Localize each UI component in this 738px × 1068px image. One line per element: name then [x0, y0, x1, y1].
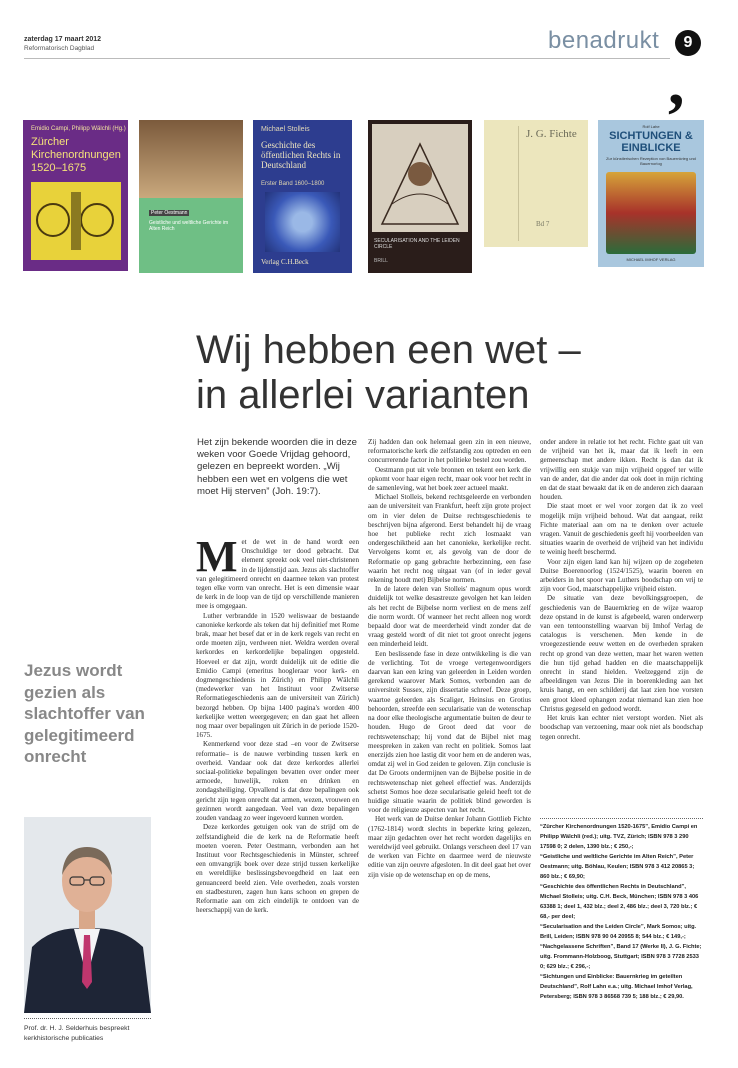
- newspaper-name: Reformatorisch Dagblad: [24, 45, 95, 52]
- comma-logo-icon: ,: [668, 46, 685, 119]
- paragraph: Voor zijn eigen land kan hij wijzen op de zogeheten Duitse Boerenoorlog (1524/1525), waarin boeren en arbeiders in het spoor van Luthers boodschap om vrij te zijn voor God, maatschappelijke vrijheid eisten.: [540, 557, 703, 594]
- book-title: SICHTUNGEN & EINBLICKE: [609, 130, 693, 154]
- author-portrait: [24, 817, 151, 1013]
- woodcut-illustration-icon: [31, 182, 121, 260]
- book-subtitle: Erster Band 1600–1800: [261, 181, 325, 187]
- article-column-3: [540, 438, 703, 742]
- book-publisher: MICHAEL IMHOF VERLAG: [626, 257, 676, 262]
- section-title: benadrukt: [548, 27, 660, 54]
- pull-quote: Jezus wordt gezien als slachtoffer van gelegitimeerd onrecht: [24, 661, 145, 766]
- book-title: Zürcher Kirchenordnungen 1520–1675: [31, 136, 121, 174]
- book-author: Emidio Campi, Philipp Wälchli (Hg.): [31, 126, 126, 132]
- paragraph: Kenmerkend voor deze stad –en voor de Zwitserse reformatie– is de nauwe verbinding tussen kerk en overheid. Vandaar ook dat deze kerkordes allerlei sociaal-politieke bepalingen bevatten over onder meer armoede, huwelijk, roken en drinken en zondagsheiliging. Opvallend is dat deze bepalingen ook gericht zijn tegen onrecht dat armen, wezen, vrouwen en gezinnen wordt aangedaan. Veel van deze bepalingen zouden vandaag zo weer ingevoerd kunnen worden.: [196, 740, 359, 823]
- headline-line-1: Wij hebben een wet –: [196, 328, 581, 372]
- reference-item: “Secularisation and the Leiden Circle”, Mark Somos; uitg. Brill, Leiden; ISBN 978 90 04 20955 8; 544 blz.; € 149,-;: [540, 924, 697, 940]
- book-title: J. G. Fichte: [526, 128, 577, 140]
- header-divider: [24, 58, 670, 59]
- headline-line-2: in allerlei varianten: [196, 373, 530, 417]
- book-publisher: BRILL: [374, 258, 388, 264]
- book-title: Geistliche und weltliche Gerichte im Alten Reich: [149, 220, 229, 232]
- paragraph: Het kruis kan echter niet verstopt worden. Niet als boodschap van verzoening, maar ook niet als boodschap tegen onrecht.: [540, 714, 703, 741]
- paragraph: Zij hadden dan ook helemaal geen zin in een nieuwe, reformatorische kerk die zelfstandig zou optreden en een concurrerende factor in het politieke bestel zou worden.: [368, 438, 531, 465]
- paragraph: In de latere delen van Stolleis' magnum opus wordt duidelijk tot welke desastreuze gevolgen het kan leiden als het recht de Bijbelse norm verliest en de mens zelf die norm wordt. Of wanneer het recht alleen nog wordt bepaald door wat de meerderheid vindt zonder dat de vraag gesteld wordt of dit niet tot groot onrecht jegens een minderheid leidt.: [368, 585, 531, 649]
- paragraph: De situatie van deze bevolkingsgroepen, de geschiedenis van de Bauernkrieg en de wijze waarop deze opstand in de kunst is afgebeeld, waren onderwerp van een tentoonstelling waarvan bij Imhof Verlag de catalogus is verschenen. Men kende in de vroegezestiende eeuw wetten en de overheden spraken recht op grond van deze wetten, maar het waren wetten die hun tijd gehad hadden en die maatschappelijk onrecht in stand hielden. Veelzeggend zijn de afbeeldingen van Jezus Die in boerenkleding aan het kruis hangt, en een schilderij dat laat zien hoe vorsten een groot kleed ophangen zodat niemand kan zien hoe Christus gegeseld en gedood wordt.: [540, 594, 703, 713]
- cover-spine-line: [490, 126, 519, 241]
- book-references: [540, 822, 703, 1002]
- reference-item: “Geschichte des öffentlichen Rechts in Deutschland”, Michael Stolleis; uitg. C.H. Beck, München; ISBN 978 3 406 63388 1; deel 1, 432 blz.; deel 2, 486 blz.; deel 3, 720 blz.; € 68,- per deel;: [540, 884, 699, 920]
- rose-window-icon: [265, 192, 340, 252]
- paragraph: Deze kerkordes getuigen ook van de strijd om de zelfstandigheid die de kerk na de Reformatie heeft moeten voeren. Peter Oestmann, verbonden aan het Instituut voor Rechtsgeschiedenis in Münster, schreef een omvangrijk boek over deze strijd tussen kerkelijke en wereldlijke beslissingsbevoegdheid en laat een genuanceerd beeld zien. Vele overheden, zoals vorsten en stadbesturen, zagen hun kans schoon en grepen de Reformatie aan om zich eindelijk te ontdoen van de heerschappij van de kerk.: [196, 823, 359, 915]
- reference-item: “Sichtungen und Einblicke: Bauernkrieg im geteilten Deutschland”, Rolf Lahn e.a.; uitg. Michael Imhof Verlag, Petersberg; ISBN 978 3 86568 739 5; 188 blz.; € 29,90.: [540, 974, 693, 1000]
- paragraph: Michael Stolleis, bekend rechtsgeleerde en verbonden aan de universiteit van Frankfurt, heeft zijn grote project om in vier delen de Duitse rechtsgeschiedenis te beschrijven bijna afgerond. Eerst behandelt hij de vraag hoe het publieke recht zich losmaakt van ondergeschiktheid aan het canonieke, kerkelijke recht. Vervolgens komt er, als gevolg van de door de Reformatie op gang gebrachte herbezinning, een fase waarin het recht nog uitgaat van (of in ieder geval rekening houdt met) Bijbelse normen.: [368, 493, 531, 585]
- book-cover-sichtungen-einblicke: [598, 120, 704, 267]
- photo-caption: Prof. dr. H. J. Selderhuis bespreekt kerkhistorische publicaties: [24, 1025, 130, 1042]
- paragraph: Oestmann put uit vele bronnen en tekent een kerk die opkomt voor haar eigen recht, maar ook voor het recht in de samenleving, wat het boek zeer actueel maakt.: [368, 465, 531, 493]
- book-author: Michael Stolleis: [261, 126, 310, 133]
- article-intro: Het zijn bekende woorden die in deze weken voor Goede Vrijdag gehoord, gelezen en bepreekt worden. „Wij hebben een wet en volgens die wet moet Hij sterven” (Joh. 19:7).: [197, 437, 358, 497]
- book-title: SECULARISATION AND THE LEIDEN CIRCLE: [374, 238, 460, 250]
- references-divider: [540, 818, 703, 819]
- book-cover-geistliche-gerichte: [139, 120, 243, 273]
- book-cover-secularisation-leiden-circle: [368, 120, 472, 273]
- paragraph: Die staat moet er wel voor zorgen dat ik zo veel mogelijk mijn vrijheid behoud. Wat dat aangaat, reikt Fichte materiaal aan om na te denken over actuele vragen. Vanuit de geschiedenis geeft hij voorbeelden van situaties waarin de overheid de vrijheid van het individu te weinig heeft beschermd.: [540, 502, 703, 557]
- book-cover-geschichte-offentlichen-rechts: [253, 120, 352, 273]
- paragraph: et de wet in de hand wordt een Onschuldige ter dood gebracht. Dat element spreekt ook veel niet-christenen in de lijdenstijd aan. Jezus als slachtoffer van gelegitimeerd onrecht en daarmee teken van protest tegen elke vorm van onrecht. Het is een dimensie waar de kerk in de loop van de tijd op verschillende manieren mee is omgegaan.: [196, 538, 359, 611]
- article-column-2: [368, 438, 531, 880]
- book-cover-zurcher-kirchenordnungen: [23, 120, 128, 271]
- engraving-illustration-icon: [372, 124, 468, 232]
- book-title: Geschichte des öffentlichen Rechts in Deutschland: [261, 140, 341, 170]
- book-cover-fichte: [484, 120, 588, 247]
- paragraph: Luther verbrandde in 1520 weliswaar de bestaande canonieke kerkorde als teken dat hij definitief met Rome brak, maar het besef dat er in de kerk regels van recht en orde moeten zijn, verdween niet. Weldra werden overal kerkordes en kerkordelijke bepalingen opgesteld. Hoeveel er dat zijn, wordt duidelijk uit de editie die Emidio Campi (emeritus hoogleraar voor kerk- en dogmengeschiedenis in Zürich) en Philipp Wälchli (medewerker van het Instituut voor Zwitserse Reformatiegeschiedenis aan de universiteit van Zürich) bezorgd hebben. Op bijna 1400 pagina's worden 400 kerkelijke wetten weergegeven; en dan gaat het alleen nog maar over bepalingen uit Zürich in de periode 1520-1675.: [196, 611, 359, 740]
- reference-item: “Nachgelassene Schriften”, Band 17 (Werke II), J. G. Fichte; uitg. Frommann-Holzboog, Stuttgart; ISBN 978 3 7728 2533 0; 629 blz.; € 296,-;: [540, 944, 702, 970]
- article-column-1: [196, 532, 359, 915]
- page-number-badge: 9: [675, 30, 701, 56]
- paragraph: onder andere in relatie tot het recht. Fichte gaat uit van de vrijheid van het ik, maar dat ik leeft in een gemeenschap met andere ikken. Recht is dan dat ik vrijwillig een stukje van mijn vrijheid opgeef ter wille van de ander, dat die ander dat ook doet in mijn richting en dat de staat bewaakt dat ik en de anderen zich daaraan houden.: [540, 438, 703, 502]
- painting-illustration-icon: [606, 172, 696, 254]
- paragraph: Een beslissende fase in deze ontwikkeling is die van de verlichting. Tot de vroege vertegenwoordigers daarvan kan een kring van geleerden in Leiden worden gerekend waarover Mark Somos, verbonden aan de universiteit Sussex, zijn dissertatie schreef. Deze groep, waartoe geleerden als Scaliger, Heinsius en Grotius behoorden, streefde een secularisatie van de wetenschap na door elke theologische argumentatie buiten de deur te houden. Hugo de Groot deed dat voor de rechtswetenschap; hij vond dat de Bijbel niet mag meespreken in zaken van recht en politiek. Somos laat enerzijds zien hoe lastig dit voor hem en de anderen was, omdat zij wel in God zeiden te geloven. Zijn conclusie is dat De Groots ondermijnen van de Bijbelse positie in de rechtswetenschap niet geheel effectief was. Anderzijds schetst Somos hoe deze secularisatie geleid heeft tot de huidige situatie waarin de politiek blind geworden is voor de religieuze aspecten van het recht.: [368, 649, 531, 815]
- reference-item: “Geistliche und weltliche Gerichte im Alten Reich”, Peter Oestmann; uitg. Böhlau, Keulen; ISBN 978 3 412 20865 3; 860 blz.; € 69,90;: [540, 854, 695, 880]
- book-subtitle: Bd 7: [536, 220, 550, 228]
- reference-item: “Zürcher Kirchenordnungen 1520-1675”, Emidio Campi en Philipp Wälchli (red.); uitg. TVZ, Zürich; ISBN 978 3 290 17598 0; 2 delen, 1390 blz.; € 250,-;: [540, 824, 698, 850]
- book-author: Peter Oestmann: [151, 210, 188, 216]
- church-interior-photo: [139, 120, 243, 198]
- drop-cap: M: [196, 532, 238, 581]
- book-subtitle: Zur künstlerischen Rezeption von Bauernkrieg und Bauernorlog: [606, 156, 696, 166]
- caption-divider: [24, 1018, 151, 1019]
- article-headline: [196, 328, 676, 418]
- paragraph: Het werk van de Duitse denker Johann Gottlieb Fichte (1762-1814) wordt slechts in beperkte kring gelezen, maar zijn gedachten over het recht worden dagelijks en wereldwijd veel gebruikt. Onlangs verscheen deel 17 van de werken van Fichte en daarmee werd de nieuwste editie van zijn oeuvre afgesloten. In dit deel gaat het over zijn visie op de wetenschap en op de mens,: [368, 815, 531, 879]
- book-author: Rolf Lahe: [642, 124, 660, 129]
- book-publisher: Verlag C.H.Beck: [261, 258, 309, 266]
- issue-date: zaterdag 17 maart 2012: [24, 36, 102, 43]
